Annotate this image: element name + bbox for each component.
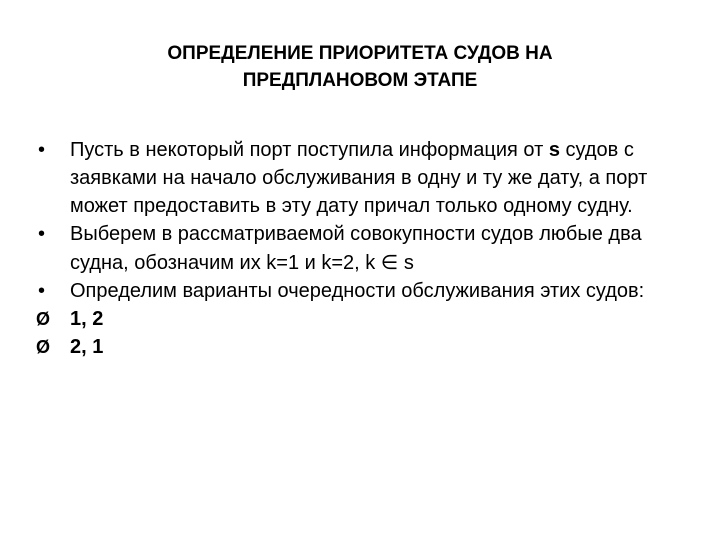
element-of-symbol: ∈ xyxy=(380,250,399,274)
slide-title xyxy=(60,40,660,94)
title-line-1: ОПРЕДЕЛЕНИЕ ПРИОРИТЕТА СУДОВ НА xyxy=(167,43,553,64)
bullet-item-2 xyxy=(34,220,694,277)
bullet-text-2-tail: s xyxy=(398,252,414,274)
option-item-2 xyxy=(34,333,694,361)
bullet-list xyxy=(34,136,694,361)
bullet-marker: • xyxy=(38,280,46,302)
option-item-1 xyxy=(34,305,694,333)
bullet-text-1: Пусть в некоторый порт поступила информация от xyxy=(70,139,549,161)
option-text-2: 2, 1 xyxy=(70,336,104,358)
bullet-marker: • xyxy=(38,139,46,161)
arrow-bullet-icon: Ø xyxy=(36,309,51,329)
bullet-text-1-cont: судов с заявками на начало обслуживания в одну и ту же дату, а порт может предоставить в эту дату причал только одному судну. xyxy=(70,139,648,217)
option-text-1: 1, 2 xyxy=(70,308,104,330)
title-line-2: ПРЕДПЛАНОВОМ ЭТАПЕ xyxy=(242,70,478,91)
bullet-variable-s: s xyxy=(548,139,560,161)
bullet-text-3: Определим варианты очередности обслуживания этих судов: xyxy=(70,280,645,302)
bullet-item-3 xyxy=(34,277,694,305)
bullet-item-1 xyxy=(34,136,694,220)
bullet-marker: • xyxy=(38,223,46,245)
bullet-text-2: Выберем в рассматриваемой совокупности судов любые два судна, обозначим их k=1 и k=2, k xyxy=(70,223,642,274)
arrow-bullet-icon: Ø xyxy=(36,337,51,357)
